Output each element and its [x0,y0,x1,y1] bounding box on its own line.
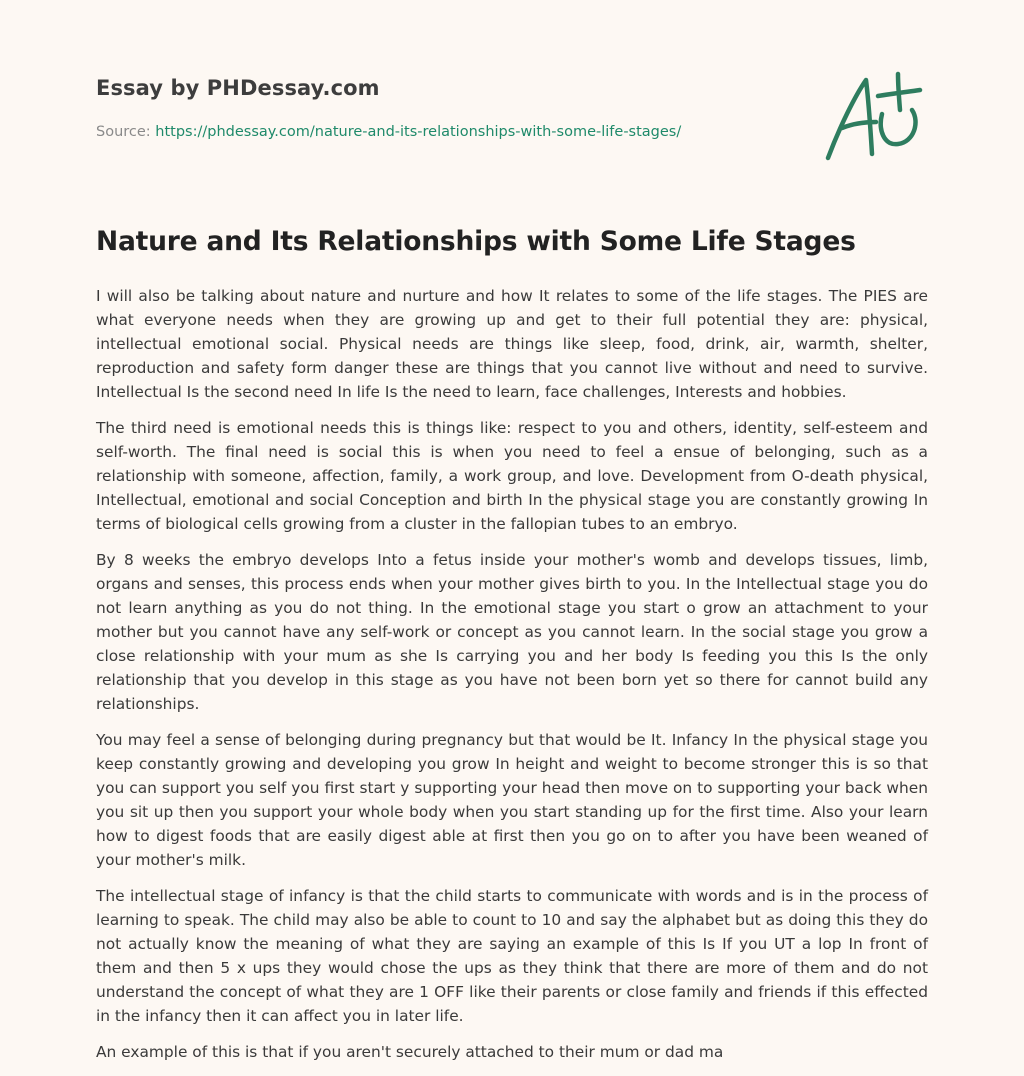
site-header [96,76,380,100]
paragraph: By 8 weeks the embryo develops Into a fetus inside your mother's womb and develops tissues, limb, organs and senses, this process ends when your mother gives birth to you. In the Intellectual stage you do not learn anything as you do not thing. In the emotional stage you start o grow an attachment to your mother but you cannot have any self-work or concept as you cannot learn. In the social stage you grow a close relationship with your mum as she Is carrying you and her body Is feeding you this Is the only relationship that you develop in this stage as you have not been born yet so there for cannot build any relationships. [96,551,928,713]
paragraph: An example of this is that if you aren't securely attached to their mum or dad ma [96,1043,724,1061]
source-link[interactable]: https://phdessay.com/nature-and-its-relationships-with-some-life-stages/ [155,124,682,140]
source-label: Source: [96,124,156,140]
source-line [96,124,681,140]
site-title: Essay by PHDessay.com [96,76,380,100]
article-title: Nature and Its Relationships with Some Life Stages [96,226,856,257]
a-plus-logo-icon [820,66,930,166]
paragraph: You may feel a sense of belonging during pregnancy but that would be It. Infancy In the physical stage you keep constantly growing and developing you grow In height and weight to become stronger this is so that you can support you self you first start y supporting your head then move on to supporting your back when you sit up then you support your whole body when you start standing up for the first time. Also your learn how to digest foods that are easily digest able at first then you go on to after you have been weaned of your mother's milk. [96,731,928,869]
paragraph: The third need is emotional needs this is things like: respect to you and others, identity, self-esteem and self-worth. The final need is social this is when you need to feel a ensue of belonging, such as a relationship with someone, affection, family, a work group, and love. Development from O-death physical, Intellectual, emotional and social Conception and birth In the physical stage you are constantly growing In terms of biological cells growing from a cluster in the fallopian tubes to an embryo. [96,419,928,533]
paragraph: I will also be talking about nature and nurture and how It relates to some of the life stages. The PIES are what everyone needs when they are growing up and get to their full potential they are: physical, intellectual emotional social. Physical needs are things like sleep, food, drink, air, warmth, shelter, reproduction and safety form danger these are things that you cannot live without and need to survive. Intellectual Is the second need In life Is the need to learn, face challenges, Interests and hobbies. [96,287,928,401]
paragraph: The intellectual stage of infancy is that the child starts to communicate with words and is in the process of learning to speak. The child may also be able to count to 10 and say the alphabet but as doing this they do not actually know the meaning of what they are saying an example of this Is If you UT a lop In front of them and then 5 x ups they would chose the ups as they think that there are more of them and do not understand the concept of what they are 1 OFF like their parents or close family and friends if this effected in the infancy then it can affect you in later life. [96,887,928,1025]
article-body [96,284,928,1076]
